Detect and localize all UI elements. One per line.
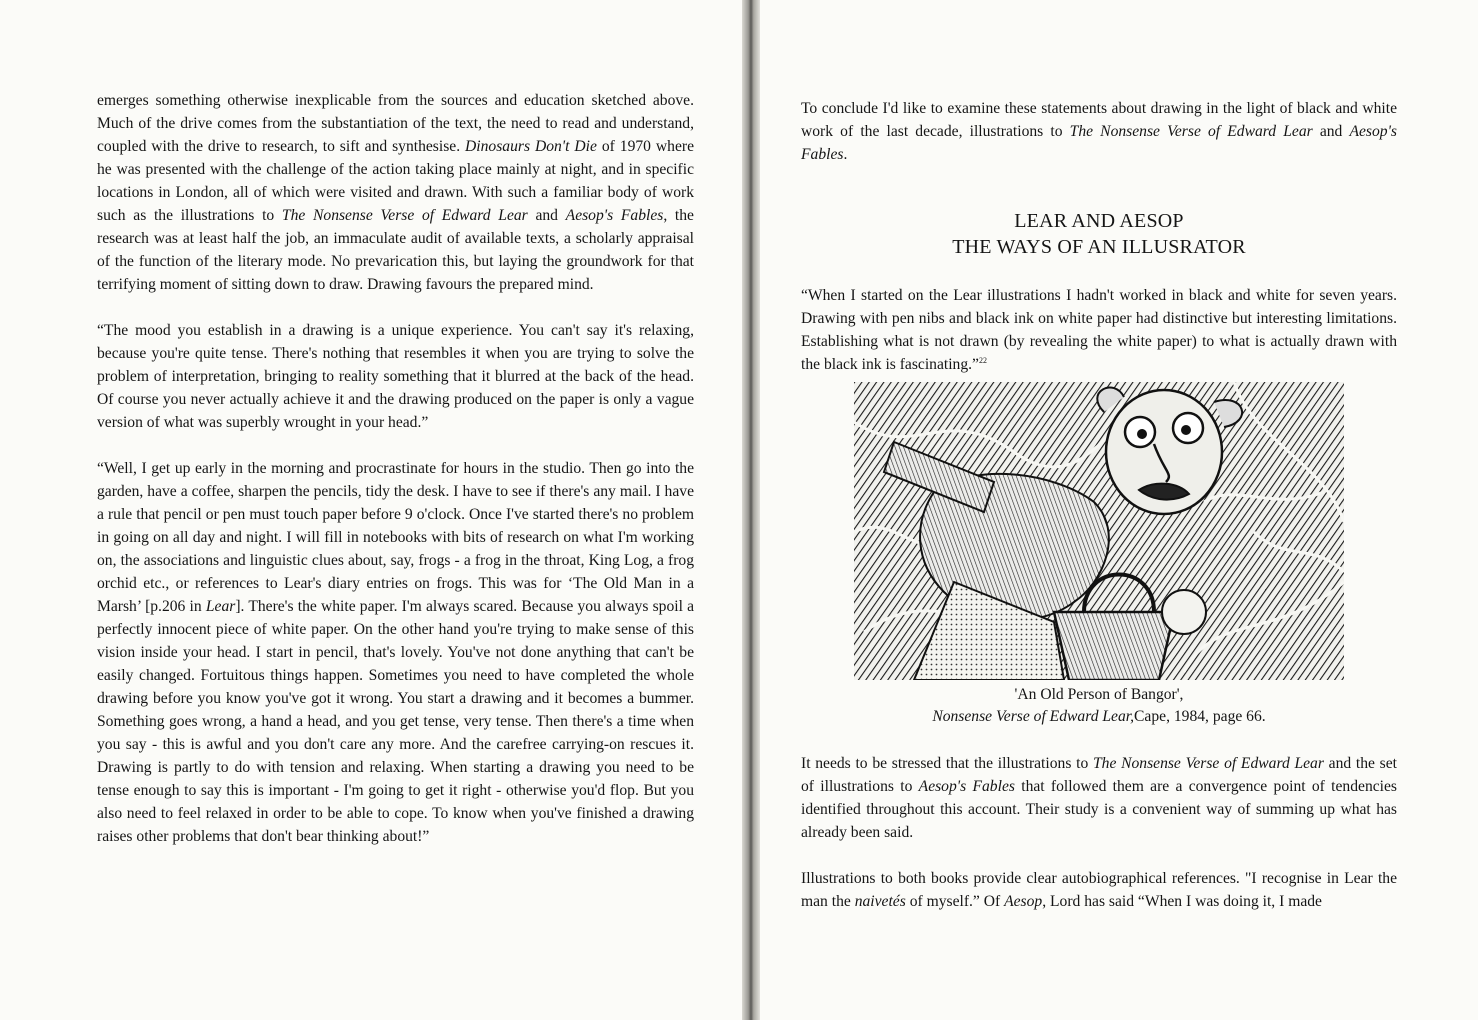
illustration-old-person-of-bangor xyxy=(854,382,1344,680)
paragraph-convergence: It needs to be stressed that the illustrations to The Nonsense Verse of Edward Lear and the set of illustrations to Aesop's Fables that followed them are a convergence point of tendencies identified throughout this account. Their study is a convenient way of summing up what has already been said. xyxy=(801,755,1397,841)
book-gutter xyxy=(742,0,760,1020)
heading-line-1: LEAR AND AESOP xyxy=(1014,210,1184,232)
paragraph-mood-quote: “The mood you establish in a drawing is a unique experience. You can't say it's relaxing, because you're quite tense. There's nothing that resembles it when you are trying to solve the problem of interpretation, bringing to reality something that it blurred at the back of the head. Of course you never actually achieve it and the drawing produced on the paper is only a vague version of what was superbly wrought in your head.” xyxy=(97,322,694,431)
caption-source: Nonsense Verse of Edward Lear,Cape, 1984, page 66. xyxy=(932,708,1266,725)
right-page xyxy=(760,0,1478,1020)
left-text-column xyxy=(97,89,694,848)
caption-title: 'An Old Person of Bangor', xyxy=(1014,686,1184,703)
heading-line-2: THE WAYS OF AN ILLUSRATOR xyxy=(952,236,1246,258)
paragraph-conclusion-intro: To conclude I'd like to examine these statements about drawing in the light of black and white work of the last decade, illustrations to The Nonsense Verse of Edward Lear and Aesop's Fables. xyxy=(801,100,1397,163)
figure-caption xyxy=(801,684,1397,728)
paragraph-research: emerges something otherwise inexplicable from the sources and education sketched above. Much of the drive comes from the substantiation of the text, the need to read and understand, coupled with the drive to research, to sift and synthesise. Dinosaurs Don't Die of 1970 where he was presented with the challenge of the action taking place mainly at night, and in specific locations in London, all of which were visited and drawn. With such a familiar body of work such as the illustrations to The Nonsense Verse of Edward Lear and Aesop's Fables, the research was at least half the job, an immaculate audit of available texts, a scholarly appraisal of the function of the literary mode. No prevarication this, but laying the groundwork for that terrifying moment of sitting down to draw. Drawing favours the prepared mind. xyxy=(97,92,694,293)
right-text-column xyxy=(801,97,1397,913)
paragraph-autobiographical: Illustrations to both books provide clear autobiographical references. "I recognise in Lear the man the naivetés of myself.” Of Aesop, Lord has said “When I was doing it, I made xyxy=(801,870,1397,910)
footnote-marker: 22 xyxy=(978,355,987,365)
paragraph-working-day-quote: “Well, I get up early in the morning and procrastinate for hours in the studio. Then go into the garden, have a coffee, sharpen the pencils, tidy the desk. I have to see if there's any mail. I have a rule that pencil or pen must touch paper before 9 o'clock. Once I've started there's no problem in going on all day and night. I will fill in notebooks with bits of research on what I'm working on, the associations and linguistic clues about, say, frogs - a frog in the throat, King Log, a frog orchid etc., or references to Lear's diary entries on frogs. This was for ‘The Old Man in a Marsh’ [p.206 in Lear]. There's the white paper. I'm always scared. Because you always spoil a perfectly innocent piece of white paper. On the other hand you're trying to make sense of this vision inside your head. I start in pencil, that's lovely. You've not done anything that can't be easily changed. Fortuitous things happen. Sometimes you need to have completed the whole drawing before you know you've got it wrong. You start a drawing and it becomes a bummer. Something goes wrong, a hand a head, and you get tense, very tense. Then there's a time when you say - this is awful and you don't care any more. And the carefree carrying-on rescues it. Drawing is partly to do with tension and relaxing. When starting a drawing you need to be tense enough to say this is important - I'm going to get it right - otherwise you'd flop. But you also need to feel relaxed in order to be able to cope. To know when you've finished a drawing raises other problems that don't bear thinking about!” xyxy=(97,460,695,845)
paragraph-lear-quote: “When I started on the Lear illustrations I hadn't worked in black and white for seven years. Drawing with pen nibs and black ink on white paper had distinctive but interesting limitations. Establishing what is not drawn (by revealing the white paper) to what is actually drawn with the black ink is fascinating.”$^{22}$ xyxy=(801,287,1397,373)
section-heading xyxy=(801,208,1397,260)
pen-ink-illustration xyxy=(854,382,1344,680)
